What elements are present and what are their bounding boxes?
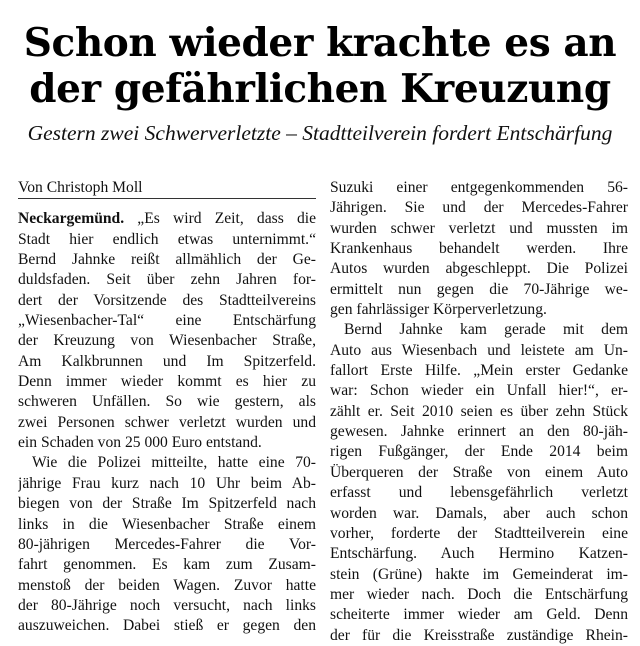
text-line (18, 474, 316, 494)
text-line-content: „Wiesenbacher-Tal“ eine Entschärfung (18, 312, 316, 330)
text-line (330, 483, 628, 503)
text-line-content: stein (Grüne) hakte im Gemeinderat im- (330, 565, 628, 583)
text-line-content: ein Schaden von 25 000 Euro entstand. (18, 434, 262, 452)
text-line (18, 494, 316, 514)
text-line (18, 209, 316, 229)
text-line-content: der Kreuzung von Wiesenbacher Straße, (18, 332, 316, 350)
text-line-content: Auto aus Wiesenbach und leistete am Un- (330, 341, 628, 359)
text-line-content: Am Kalkbrunnen und Im Spitzerfeld. (18, 352, 316, 370)
text-line-content: Jährigen. Sie und der Mercedes-Fahrer (330, 199, 628, 217)
dateline: Neckargemünd. (18, 210, 125, 228)
text-line (330, 544, 628, 564)
text-line-content: Suzuki einer entgegenkommenden 56- (330, 179, 628, 196)
text-line (330, 524, 628, 544)
text-line-content: 80-jährigen Mercedes-Fahrer die Vor- (18, 535, 316, 553)
text-line-content: scheiterte immer wieder am Geld. Denn (330, 606, 628, 624)
text-line-content: Bernd Jahnke reißt allmählich der Ge- (18, 251, 316, 269)
text-line (18, 372, 316, 392)
text-line-content: gewesen. Jahnke erinnert an den 80-jäh- (330, 423, 628, 441)
text-line-content: ermittelt nun gegen die 70-Jährige we- (330, 280, 628, 298)
text-line-content: Denn immer wieder kommt es hier zu (18, 373, 316, 391)
text-line-content: vorher, forderte der Stadtteilverein eine (330, 524, 628, 542)
text-line-content: rigen Fußgänger, der Ende 2014 beim (330, 443, 628, 461)
text-line (330, 198, 628, 218)
text-line-content: zählt er. Seit 2010 seien es über zehn Stück (330, 402, 628, 420)
headline-line: der gefährlichen Kreuzung (29, 66, 611, 112)
text-line (18, 291, 316, 311)
subheadline: Gestern zwei Schwerverletzte – Stadtteilverein fordert Entschärfung (27, 121, 613, 145)
text-line (330, 565, 628, 585)
article-body (18, 178, 628, 646)
text-line (18, 392, 316, 412)
text-line-content: Krankenhaus behandelt werden. Ihre (330, 240, 628, 258)
text-line (330, 259, 628, 279)
text-line-content: gen fahrlässiger Körperverletzung. (330, 301, 547, 319)
text-line (18, 596, 316, 616)
text-line (18, 555, 316, 575)
text-line-content: jährige Frau kurz nach 10 Uhr beim Ab- (18, 474, 316, 492)
text-line-content: der 80-Jährige noch versucht, nach links (18, 596, 316, 614)
text-line (330, 463, 628, 483)
text-line-content: der für die Kreisstraße zuständige Rhein- (330, 626, 628, 644)
text-line-content: worden war. Damals, aber auch schon (330, 504, 628, 522)
text-line (330, 585, 628, 605)
text-line (18, 311, 316, 331)
text-line-content: duldsfaden. Seit über zehn Jahren for- (18, 271, 316, 289)
text-line-content: mer wieder nach. Doch die Entschärfung (330, 585, 628, 603)
text-line-content: dert der Vorsitzende des Stadtteilvereins (18, 291, 316, 309)
text-line-content: schweren Unfällen. So wie gestern, als (18, 393, 316, 411)
text-line (18, 352, 316, 372)
text-line (330, 402, 628, 422)
text-line (330, 300, 628, 320)
text-line (18, 433, 316, 453)
text-line (18, 250, 316, 270)
text-line (330, 280, 628, 300)
headline-line: Schon wieder krachte es an (23, 20, 617, 66)
text-line-content: war: Schon wieder ein Unfall hier!“, er- (330, 382, 628, 400)
text-line (330, 239, 628, 259)
text-line-content: Stadt hier endlich etwas unternimmt.“ (18, 230, 316, 248)
text-line-content: wurden schwer verletzt und mussten im (330, 219, 628, 237)
text-line-content: erfasst und lebensgefährlich verletzt (330, 484, 628, 502)
text-line-content: Bernd Jahnke kam gerade mit dem (344, 321, 628, 339)
text-line (18, 576, 316, 596)
text-line (18, 453, 316, 473)
text-line (330, 361, 628, 381)
text-line (18, 515, 316, 535)
text-line (330, 178, 628, 198)
text-line-content: zwei Personen schwer verletzt wurden und (18, 413, 316, 431)
left-column (18, 178, 316, 646)
text-line-content: biegen von der Straße Im Spitzerfeld nach (18, 495, 316, 513)
text-line-content: fallort Erste Hilfe. „Mein erster Gedanke (330, 362, 628, 380)
text-line-content: auszuweichen. Dabei stieß er gegen den (18, 617, 316, 635)
text-line-content: links in die Wiesenbacher Straße einem (18, 515, 316, 533)
text-line (18, 230, 316, 250)
text-line (330, 320, 628, 340)
text-line (330, 504, 628, 524)
text-line (330, 442, 628, 462)
text-line (18, 616, 316, 636)
text-line (18, 270, 316, 290)
text-line-content: fahrt genommen. Es kam zum Zusam- (18, 556, 316, 574)
text-line-content: Überqueren der Straße von einem Auto (330, 463, 628, 481)
byline-row (18, 178, 316, 199)
text-line (330, 626, 628, 646)
text-line (18, 535, 316, 555)
headline (10, 0, 630, 112)
text-line (330, 422, 628, 442)
byline: Von Christoph Moll (18, 179, 143, 196)
text-line (330, 341, 628, 361)
text-line-content: Autos wurden abgeschleppt. Die Polizei (330, 260, 628, 278)
text-line-content: Wie die Polizei mitteilte, hatte eine 70- (32, 454, 316, 472)
text-line (18, 413, 316, 433)
text-line (330, 381, 628, 401)
text-line-content: menstoß der beiden Wagen. Zuvor hatte (18, 576, 316, 594)
text-line-content: Entschärfung. Auch Hermino Katzen- (330, 545, 628, 563)
right-column (330, 178, 628, 646)
text-line (330, 605, 628, 625)
text-line-content: „Es wird Zeit, dass die (124, 210, 316, 228)
text-line (18, 331, 316, 351)
text-line (330, 219, 628, 239)
